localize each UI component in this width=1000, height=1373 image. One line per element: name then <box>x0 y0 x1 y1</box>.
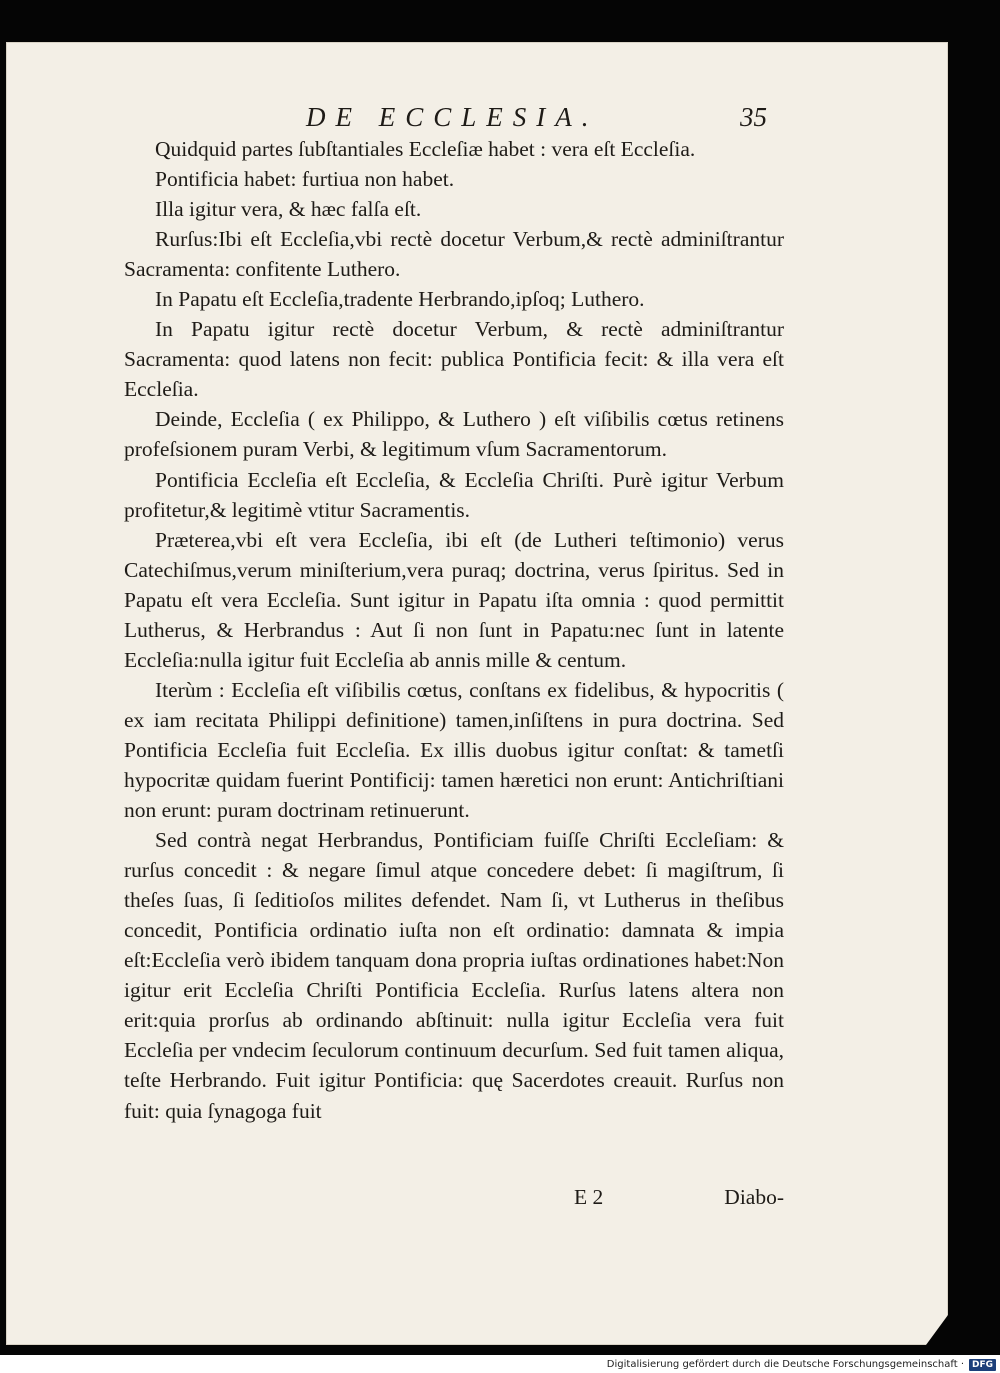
paragraph: Pontificia Eccleſia eſt Eccleſia, & Eccleſia Chriſti. Purè igitur Verbum profitetur,& legitimè vtitur Sacramentis. <box>124 467 784 522</box>
book-page <box>6 42 948 1345</box>
paragraph: Quidquid partes ſubſtantiales Eccleſiæ habet : vera eſt Eccleſia. <box>155 137 696 161</box>
paragraph: Iterùm : Eccleſia eſt viſibilis cœtus, conſtans ex fidelibus, & hypocritis ( ex iam recitata Philippi definitione) tamen,inſiſtens in pura doctrina. Sed Pontificia Eccleſia fuit Eccleſia. Ex illis duobus igitur conſtat: & tametſi hypocritæ quidam fuerint Pontificij: tamen hæretici non erunt: Antichriſtiani non erunt: puram doctrinam retinuerunt. <box>124 677 784 823</box>
running-head-title: DE ECCLESIA. <box>306 102 599 132</box>
dfg-logo: DFG <box>969 1359 996 1371</box>
paragraph: Pontificia habet: furtiua non habet. <box>155 167 455 192</box>
paragraph: Rurſus:Ibi eſt Eccleſia,vbi rectè docetur Verbum,& rectè adminiſtrantur Sacramenta: confitente Luthero. <box>124 227 784 282</box>
digitization-credit: Digitalisierung gefördert durch die Deutsche Forschungsgemeinschaft · <box>606 1359 964 1370</box>
paragraph: Præterea,vbi eſt vera Eccleſia, ibi eſt (de Lutheri teſtimonio) verus Catechiſmus,verum miniſterium,vera puraq; doctrina, verus ſpiritus. Sed in Papatu eſt vera Eccleſia. Sunt igitur in Papatu iſta omnia : quod permittit Lutherus, & Herbrandus : Aut ſi non ſunt in Papatu:nec ſunt in latente Eccleſia:nulla igitur fuit Eccleſia ab annis mille & centum. <box>124 527 784 672</box>
page-footer <box>574 1185 784 1215</box>
folded-corner <box>926 1315 948 1345</box>
paragraph: Sed contrà negat Herbrandus, Pontificiam fuiſſe Chriſti Eccleſiam: & rurſus concedit : & negare ſimul atque concedere debet: ſi magiſtrum, ſi theſes ſuas, ſi ſeditioſos milites defendet. Nam ſi, vt Lutherus in theſibus concedit, Pontificia ordinatio iuſta non eſt ordinatio: damnata & impia eſt:Eccleſia verò ibidem tanquam dona propria iuſtas ordinationes habet:Non igitur erit Eccleſia Chriſti Pontificia Eccleſia. Rurſus latens altera non erit:quia prorſus ab ordinando abſtinuit: nulla igitur Eccleſia vera fuit Eccleſia per vndecim ſeculorum continuum decurſum. Sed fuit tamen aliqua, teſte Herbrando. Fuit igitur Pontificia: quę Sacerdotes creauit. Rurſus non fuit: quia ſynagoga fuit <box>124 828 784 1123</box>
body-text <box>124 134 784 1126</box>
page-number: 35 <box>740 102 767 132</box>
paragraph: In Papatu igitur rectè docetur Verbum, & rectè adminiſtrantur Sacramenta: quod latens non fecit: publica Pontificia fecit: & illa vera eſt Eccleſia. <box>124 317 784 402</box>
paragraph: Deinde, Eccleſia ( ex Philippo, & Luthero ) eſt viſibilis cœtus retinens profeſsionem puram Verbi, & legitimum vſum Sacramentorum. <box>124 407 784 462</box>
paragraph: In Papatu eſt Eccleſia,tradente Herbrando,ipſoq; Luthero. <box>155 287 645 312</box>
signature-mark: E 2 <box>574 1185 604 1209</box>
paragraph: Illa igitur vera, & hæc falſa eſt. <box>155 197 422 222</box>
catchword: Diabo- <box>724 1185 784 1209</box>
